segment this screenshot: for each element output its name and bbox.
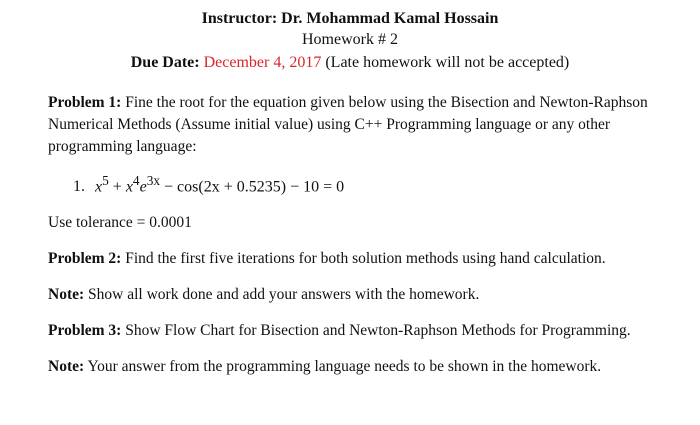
eq-x2: x: [125, 178, 133, 196]
note-1-label: Note:: [48, 286, 85, 304]
due-date-note: (Late homework will not be accepted): [325, 54, 570, 71]
note-2-label: Note:: [48, 358, 85, 376]
problem-3-label: Problem 3:: [48, 322, 122, 340]
eq-exp3x: 3x: [146, 173, 161, 188]
equation-number: 1.: [73, 178, 85, 196]
problem-2: [48, 248, 678, 270]
equation: [73, 170, 678, 198]
eq-exp5: 5: [102, 173, 109, 188]
note-2-text: Your answer from the programming language needs to be shown in the homework.: [87, 358, 602, 376]
problem-1-text: Fine the root for the equation given below using the Bisection and Newton-Raphson Numerical Methods (Assume initial value) using C++ Programming language or any other programming language:: [48, 94, 648, 155]
problem-3: [48, 320, 678, 342]
instructor-line: Instructor: Dr. Mohammad Kamal Hossain: [201, 10, 499, 27]
tolerance-line: Use tolerance = 0.0001: [48, 214, 192, 232]
problem-3-text: Show Flow Chart for Bisection and Newton-Raphson Methods for Programming.: [125, 322, 631, 340]
note-2: [48, 356, 678, 378]
problem-2-text: Find the first five iterations for both solution methods using hand calculation.: [125, 250, 606, 268]
eq-x: x: [95, 178, 103, 196]
eq-plus: +: [108, 178, 126, 196]
problem-1: [48, 92, 678, 158]
homework-number: Homework # 2: [302, 31, 398, 48]
document-body: [48, 92, 678, 378]
problem-1-label: Problem 1:: [48, 94, 122, 111]
eq-e: e: [139, 178, 147, 196]
note-1-text: Show all work done and add your answers with the homework.: [88, 286, 480, 304]
due-date-value: December 4, 2017: [203, 54, 322, 71]
document-header: [0, 8, 700, 73]
eq-exp4: 4: [132, 173, 140, 188]
eq-rest: − cos(2x + 0.5235) − 10 = 0: [160, 178, 345, 196]
problem-2-label: Problem 2:: [48, 250, 122, 268]
due-date-line: [0, 52, 700, 73]
due-date-label: Due Date:: [130, 54, 200, 71]
note-1: [48, 284, 678, 306]
